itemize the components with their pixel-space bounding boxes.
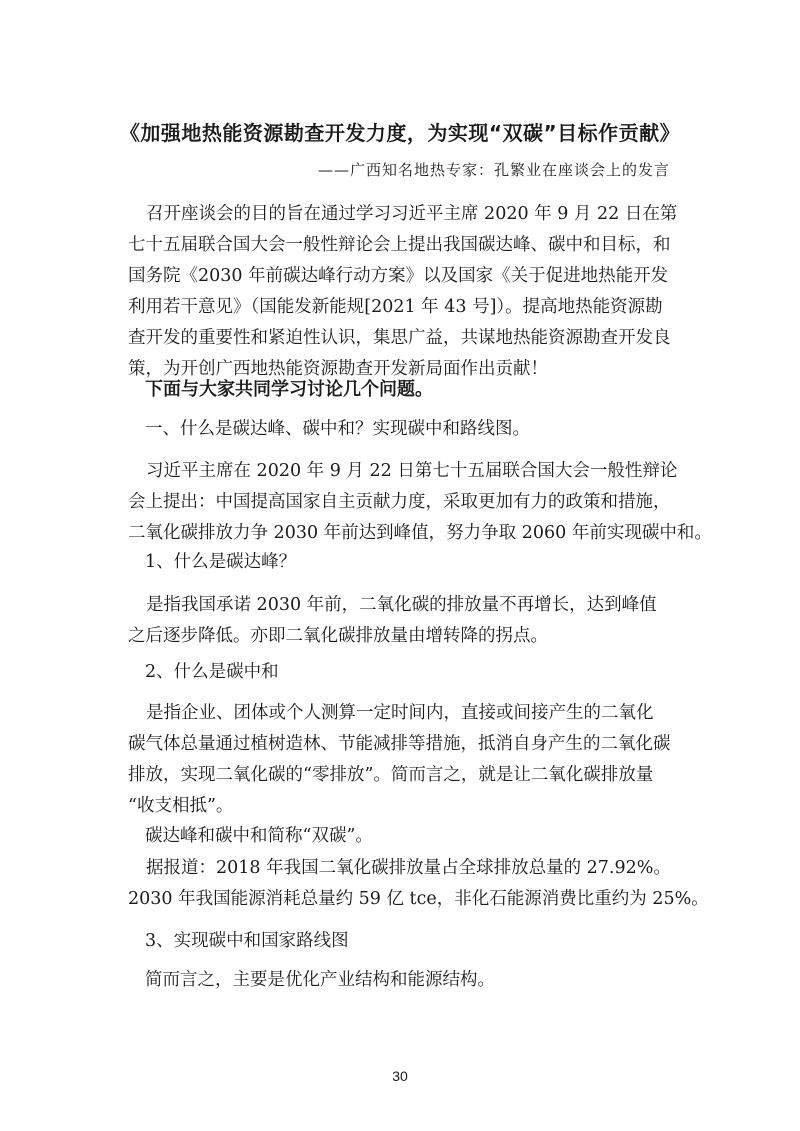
question-heading: 3、实现碳中和国家路线图 bbox=[145, 931, 349, 951]
question-heading: 1、什么是碳达峰？ bbox=[145, 552, 297, 572]
section-heading: 一、什么是碳达峰、碳中和？实现碳中和路线图。 bbox=[145, 419, 530, 439]
text-line: 之后逐步降低。亦即二氧化碳排放量由增转降的拐点。 bbox=[128, 626, 548, 646]
text-line: 排放，实现二氧化碳的“零排放”。简而言之，就是让二氧化碳排放量 bbox=[128, 765, 654, 785]
text-line: 碳气体总量通过植树造林、节能减排等措施，抵消自身产生的二氧化碳 bbox=[128, 734, 671, 754]
text-line: 习近平主席在 2020 年 9 月 22 日第七十五届联合国大会一般性辩论 bbox=[146, 461, 678, 481]
text-line: 策，为开创广西地热能资源勘查开发新局面作出贡献！ bbox=[128, 359, 548, 379]
text-line: 据报道：2018 年我国二氧化碳排放量占全球排放总量的 27.92%。 bbox=[146, 858, 671, 878]
xi-paragraph bbox=[128, 456, 738, 549]
page-number: 30 bbox=[392, 1068, 408, 1084]
summary-line: 简而言之，主要是优化产业结构和能源结构。 bbox=[145, 970, 495, 990]
shuangtan-line: 碳达峰和碳中和简称“双碳”。 bbox=[145, 826, 373, 846]
report-paragraph bbox=[128, 853, 738, 915]
text-line: “收支相抵”。 bbox=[128, 796, 234, 816]
text-line: 会上提出：中国提高国家自主贡献力度，采取更加有力的政策和措施， bbox=[128, 492, 671, 512]
text-line: 是指我国承诺 2030 年前，二氧化碳的排放量不再增长，达到峰值 bbox=[146, 595, 657, 615]
text-line: 国务院《2030 年前碳达峰行动方案》以及国家《关于促进地热能开发 bbox=[128, 266, 669, 286]
text-line: 利用若干意见》（国能发新能规[2021 年 43 号]）。提高地热能资源勘 bbox=[128, 297, 663, 317]
text-line: 二氧化碳排放力争 2030 年前达到峰值，努力争取 2060 年前实现碳中和。 bbox=[128, 523, 712, 543]
text-line: 查开发的重要性和紧迫性认识，集思广益，共谋地热能资源勘查开发良 bbox=[128, 328, 671, 348]
text-line: 是指企业、团体或个人测算一定时间内，直接或间接产生的二氧化 bbox=[146, 703, 654, 723]
document-subtitle: ——广西知名地热专家：孔繁业在座谈会上的发言 bbox=[318, 161, 671, 179]
text-line: 七十五届联合国大会一般性辩论会上提出我国碳达峰、碳中和目标，和 bbox=[128, 235, 671, 255]
q2-paragraph bbox=[128, 698, 738, 822]
question-heading: 2、什么是碳中和 bbox=[145, 662, 279, 682]
document-title: 《加强地热能资源勘查开发力度，为实现“双碳”目标作贡献》 bbox=[119, 121, 681, 145]
text-line: 2030 年我国能源消耗总量约 59 亿 tce，非化石能源消费比重约为 25%。 bbox=[128, 889, 709, 909]
text-line: 召开座谈会的目的旨在通过学习习近平主席 2020 年 9 月 22 日在第 bbox=[146, 204, 678, 224]
intro-paragraph bbox=[128, 199, 738, 385]
q1-paragraph bbox=[128, 590, 738, 652]
discussion-heading: 下面与大家共同学习讨论几个问题。 bbox=[145, 379, 433, 400]
